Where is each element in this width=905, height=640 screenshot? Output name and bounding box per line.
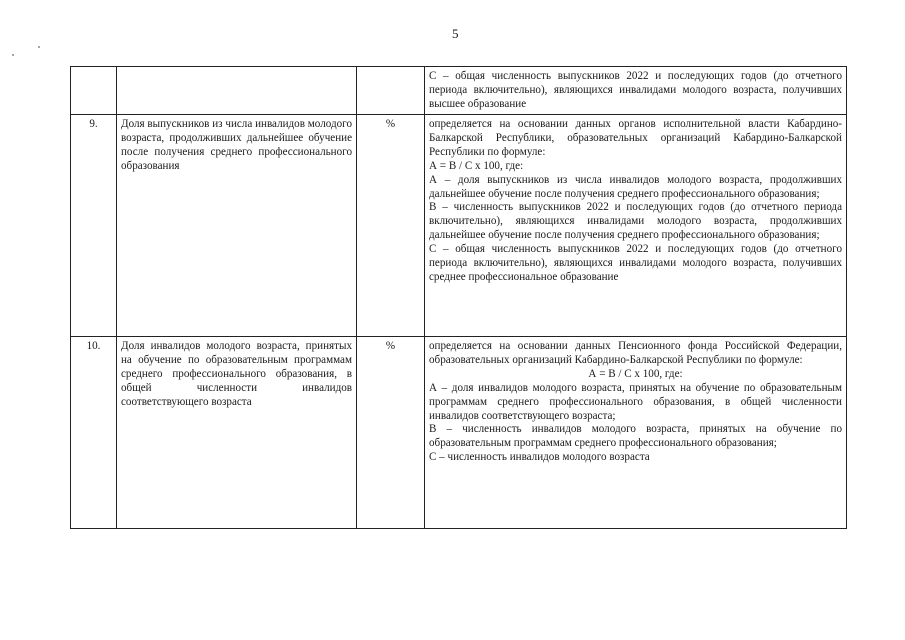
definition-line: В – численность выпускников 2022 и последующих годов (до отчетного периода включительно), являющихся инвалидами молодого возраста, продолживших дальнейшее обучение после получения среднего профессионального образования; — [429, 201, 842, 242]
scan-speck — [12, 54, 14, 56]
method-description — [425, 67, 847, 115]
table-row — [71, 115, 847, 337]
formula: А = В / С х 100, где: — [588, 367, 683, 380]
table-row-continuation — [71, 67, 847, 115]
definition-line: А – доля выпускников из числа инвалидов молодого возраста, продолживших дальнейшее обучение после получения среднего профессионального образования; — [429, 173, 842, 200]
definition-line: В – численность инвалидов молодого возраста, принятых на обучение по образовательным программам среднего профессионального образования; — [429, 423, 842, 450]
unit-cell — [357, 67, 425, 115]
unit-cell: % — [357, 337, 425, 529]
unit-cell: % — [357, 115, 425, 337]
indicators-table — [70, 66, 847, 529]
scan-speck — [38, 46, 40, 48]
formula: А = В / С х 100, где: — [429, 159, 524, 172]
row-number — [71, 67, 117, 115]
indicator-name: Доля инвалидов молодого возраста, принятых на обучение по образовательным программам среднего профессионального образования, в общей численности инвалидов соответствующего возраста — [117, 337, 357, 529]
definition-line: С – общая численность выпускников 2022 и последующих годов (до отчетного периода включительно), являющихся инвалидами молодого возраста, получивших высшее образование — [429, 70, 842, 110]
definition-line: С – общая численность выпускников 2022 и последующих годов (до отчетного периода включительно), являющихся инвалидами молодого возраста, получивших среднее профессиональное образование — [429, 243, 842, 283]
row-number: 9. — [71, 115, 117, 337]
definition-line: А – доля инвалидов молодого возраста, принятых на обучение по образовательным программам среднего профессионального образования, в общей численности инвалидов соответствующего возраста; — [429, 381, 842, 422]
method-description — [425, 115, 847, 337]
indicator-name: Доля выпускников из числа инвалидов молодого возраста, продолживших дальнейшее обучение после получения среднего профессионального образования — [117, 115, 357, 337]
method-intro: определяется на основании данных органов исполнительной власти Кабардино-Балкарской Республики, образовательных организаций Кабардино-Балкарской Республики по формуле: — [429, 118, 842, 158]
page-number: 5 — [452, 26, 459, 41]
method-intro: определяется на основании данных Пенсионного фонда Российской Федерации, образовательных организаций Кабардино-Балкарской Республики по формуле: — [429, 340, 842, 366]
table-row — [71, 337, 847, 529]
row-number: 10. — [71, 337, 117, 529]
definition-line: С – численность инвалидов молодого возраста — [429, 451, 650, 464]
indicator-name — [117, 67, 357, 115]
method-description — [425, 337, 847, 529]
